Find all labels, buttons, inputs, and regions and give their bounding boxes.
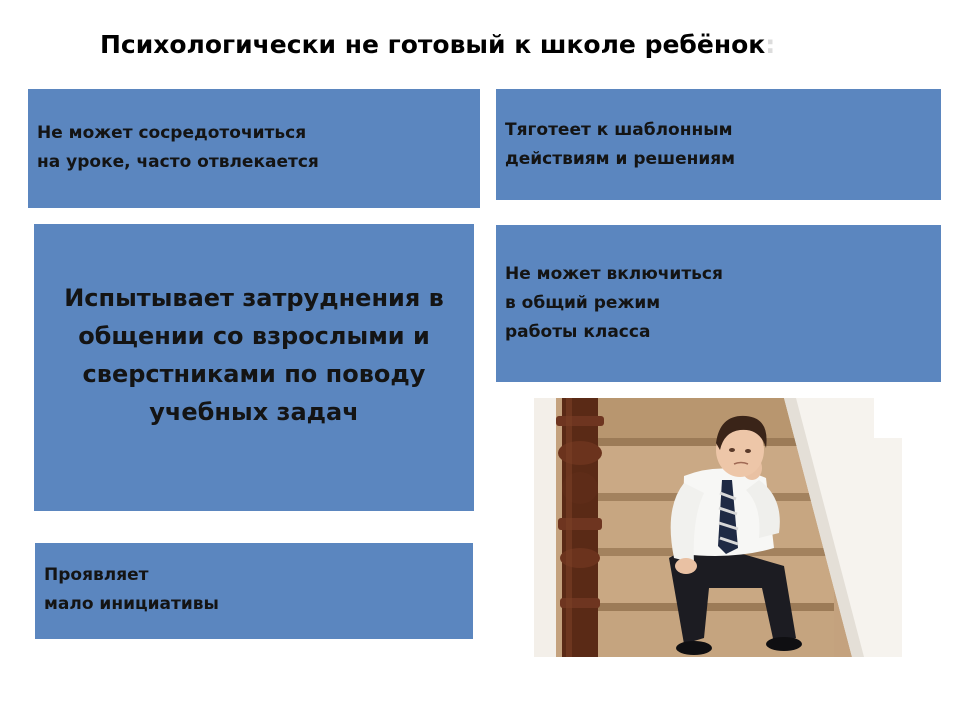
trait-line: общении со взрослыми и [78,322,430,350]
trait-line: Испытывает затруднения в [64,284,444,312]
trait-line: учебных задач [149,398,359,426]
trait-box-regime [496,225,941,382]
trait-line: Тяготеет к шаблонным [505,120,733,140]
trait-line: на уроке, часто отвлекается [37,152,319,172]
trait-line: Проявляет [44,565,149,585]
trait-box-focus [28,89,480,208]
slide-title [100,30,775,59]
title-colon: : [765,30,776,59]
trait-line: Не может включиться [505,264,723,284]
trait-line: работы класса [505,322,651,342]
sad-boy-on-stairs-photo [534,398,902,657]
trait-line: Не может сосредоточиться [37,123,307,143]
trait-line: действиям и решениям [505,149,736,169]
trait-box-template [496,89,941,200]
trait-line: в общий режим [505,293,661,313]
title-text: Психологически не готовый к школе ребёнок [100,30,766,59]
trait-box-communication [34,224,474,511]
trait-line: сверстниками по поводу [82,360,426,388]
trait-box-initiative [35,543,473,639]
trait-line: мало инициативы [44,594,219,614]
